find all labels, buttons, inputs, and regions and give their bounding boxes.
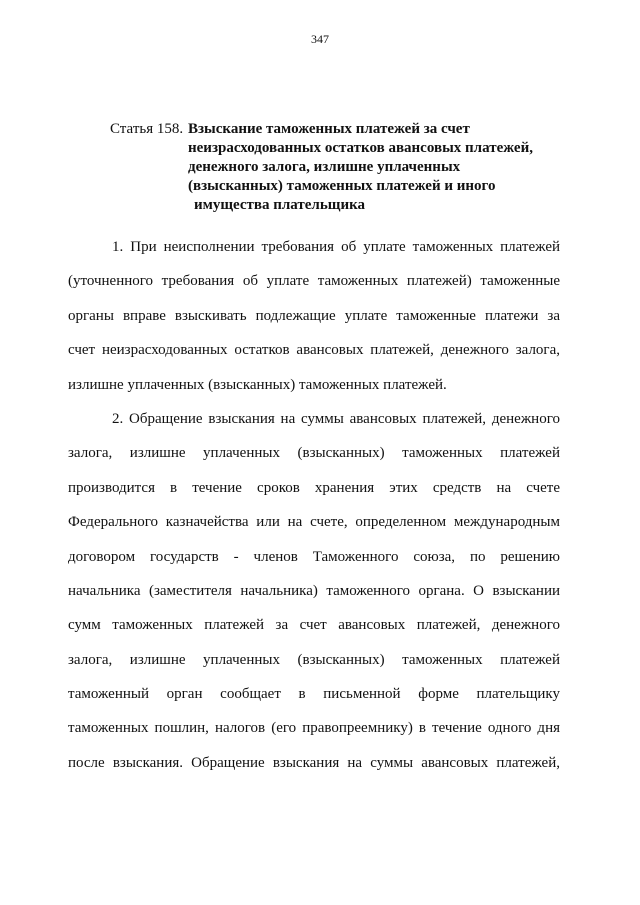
- article-title: [188, 120, 580, 215]
- article-number: Статья 158.: [110, 121, 184, 137]
- text-line: начальника (заместителя начальника) таможенного органа. О взыскании: [68, 582, 560, 599]
- text-line: после взыскания. Обращение взыскания на суммы авансовых платежей,: [68, 754, 560, 771]
- text-line: залога, излишне уплаченных (взысканных) таможенных платежей: [68, 445, 560, 462]
- text-line: таможенных пошлин, налогов (его правопреемнику) в течение одного дня: [68, 720, 560, 737]
- text-line: 1. При неисполнении требования об уплате таможенных платежей: [112, 239, 560, 255]
- paragraph-2: [68, 409, 560, 787]
- text-line: договором государств - членов Таможенного союза, по решению: [68, 548, 560, 565]
- text-line: залога, излишне уплаченных (взысканных) таможенных платежей: [68, 651, 560, 668]
- page-number: 347: [311, 32, 329, 46]
- text-line: таможенный орган сообщает в письменной форме плательщику: [68, 686, 560, 703]
- paragraph-1: [68, 237, 560, 409]
- text-line: сумм таможенных платежей за счет авансовых платежей, денежного: [68, 617, 560, 634]
- text-line: 2. Обращение взыскания на суммы авансовых платежей, денежного: [112, 410, 560, 427]
- article-title-line: имущества плательщика: [194, 197, 366, 213]
- text-line: Федерального казначейства или на счете, определенном международным: [68, 514, 560, 531]
- article-body: [68, 237, 560, 787]
- text-line: счет неизрасходованных остатков авансовых платежей, денежного залога,: [68, 342, 560, 359]
- article-heading: [110, 120, 580, 215]
- text-line: производится в течение сроков хранения этих средств на счете: [68, 479, 560, 496]
- article-title-line: (взысканных) таможенных платежей и иного: [188, 178, 496, 194]
- text-line: излишне уплаченных (взысканных) таможенных платежей.: [68, 376, 447, 393]
- text-line: органы вправе взыскивать подлежащие уплате таможенные платежи за: [68, 307, 560, 324]
- article-title-line: денежного залога, излишне уплаченных: [188, 159, 461, 175]
- article-title-line: Взыскание таможенных платежей за счет: [188, 121, 470, 137]
- article-title-line: неизрасходованных остатков авансовых платежей,: [188, 140, 533, 156]
- text-line: (уточненного требования об уплате таможенных платежей) таможенные: [68, 273, 560, 290]
